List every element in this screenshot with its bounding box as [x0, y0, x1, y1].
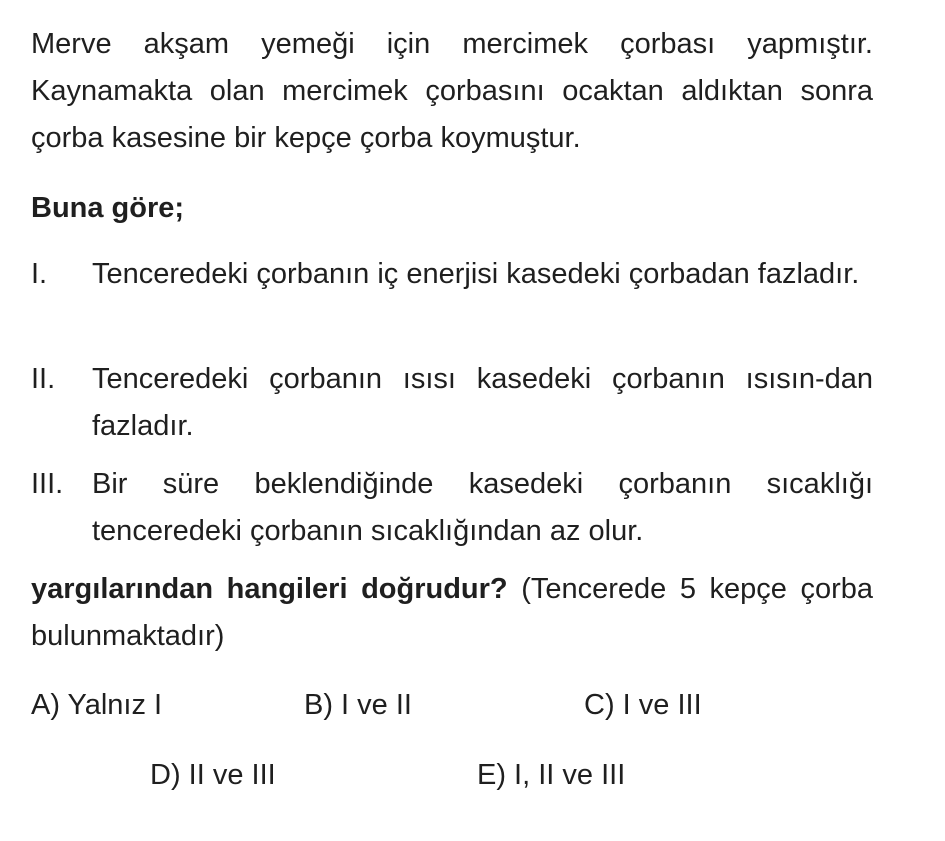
statement-text: Tenceredeki çorbanın iç enerjisi kasedeki çorbadan fazladır.: [92, 258, 860, 290]
option-d[interactable]: D) II ve III: [150, 759, 276, 791]
statement-number: I.: [31, 258, 48, 290]
statement-3: [31, 461, 873, 555]
statement-2: [31, 356, 873, 450]
option-e[interactable]: E) I, II ve III: [477, 759, 626, 791]
question-stem: Merve akşam yemeği için mercimek çorbası yapmıştır. Kaynamakta olan mercimek çorbasını ocaktan aldıktan sonra çorba kasesine bir kepçe çorba koymuştur.: [31, 28, 873, 154]
statement-1: [31, 251, 873, 298]
question-prompt-bold: yargılarından hangileri doğrudur?: [31, 573, 508, 605]
statement-number: II.: [31, 363, 56, 395]
statement-text: Tenceredeki çorbanın ısısı kasedeki çorbanın ısısın-dan fazladır.: [92, 363, 873, 442]
option-c[interactable]: C) I ve III: [584, 689, 702, 721]
option-b[interactable]: B) I ve II: [304, 689, 412, 721]
lead-in: Buna göre;: [31, 192, 185, 224]
statement-text: Bir süre beklendiğinde kasedeki çorbanın sıcaklığı tenceredeki çorbanın sıcaklığından az olur.: [92, 468, 873, 547]
question-prompt: [31, 566, 873, 660]
question-prompt-note: (Tencerede 5 kepçe çorba bulunmaktadır): [31, 573, 873, 652]
option-a[interactable]: A) Yalnız I: [31, 689, 163, 721]
statement-number: III.: [31, 468, 64, 500]
